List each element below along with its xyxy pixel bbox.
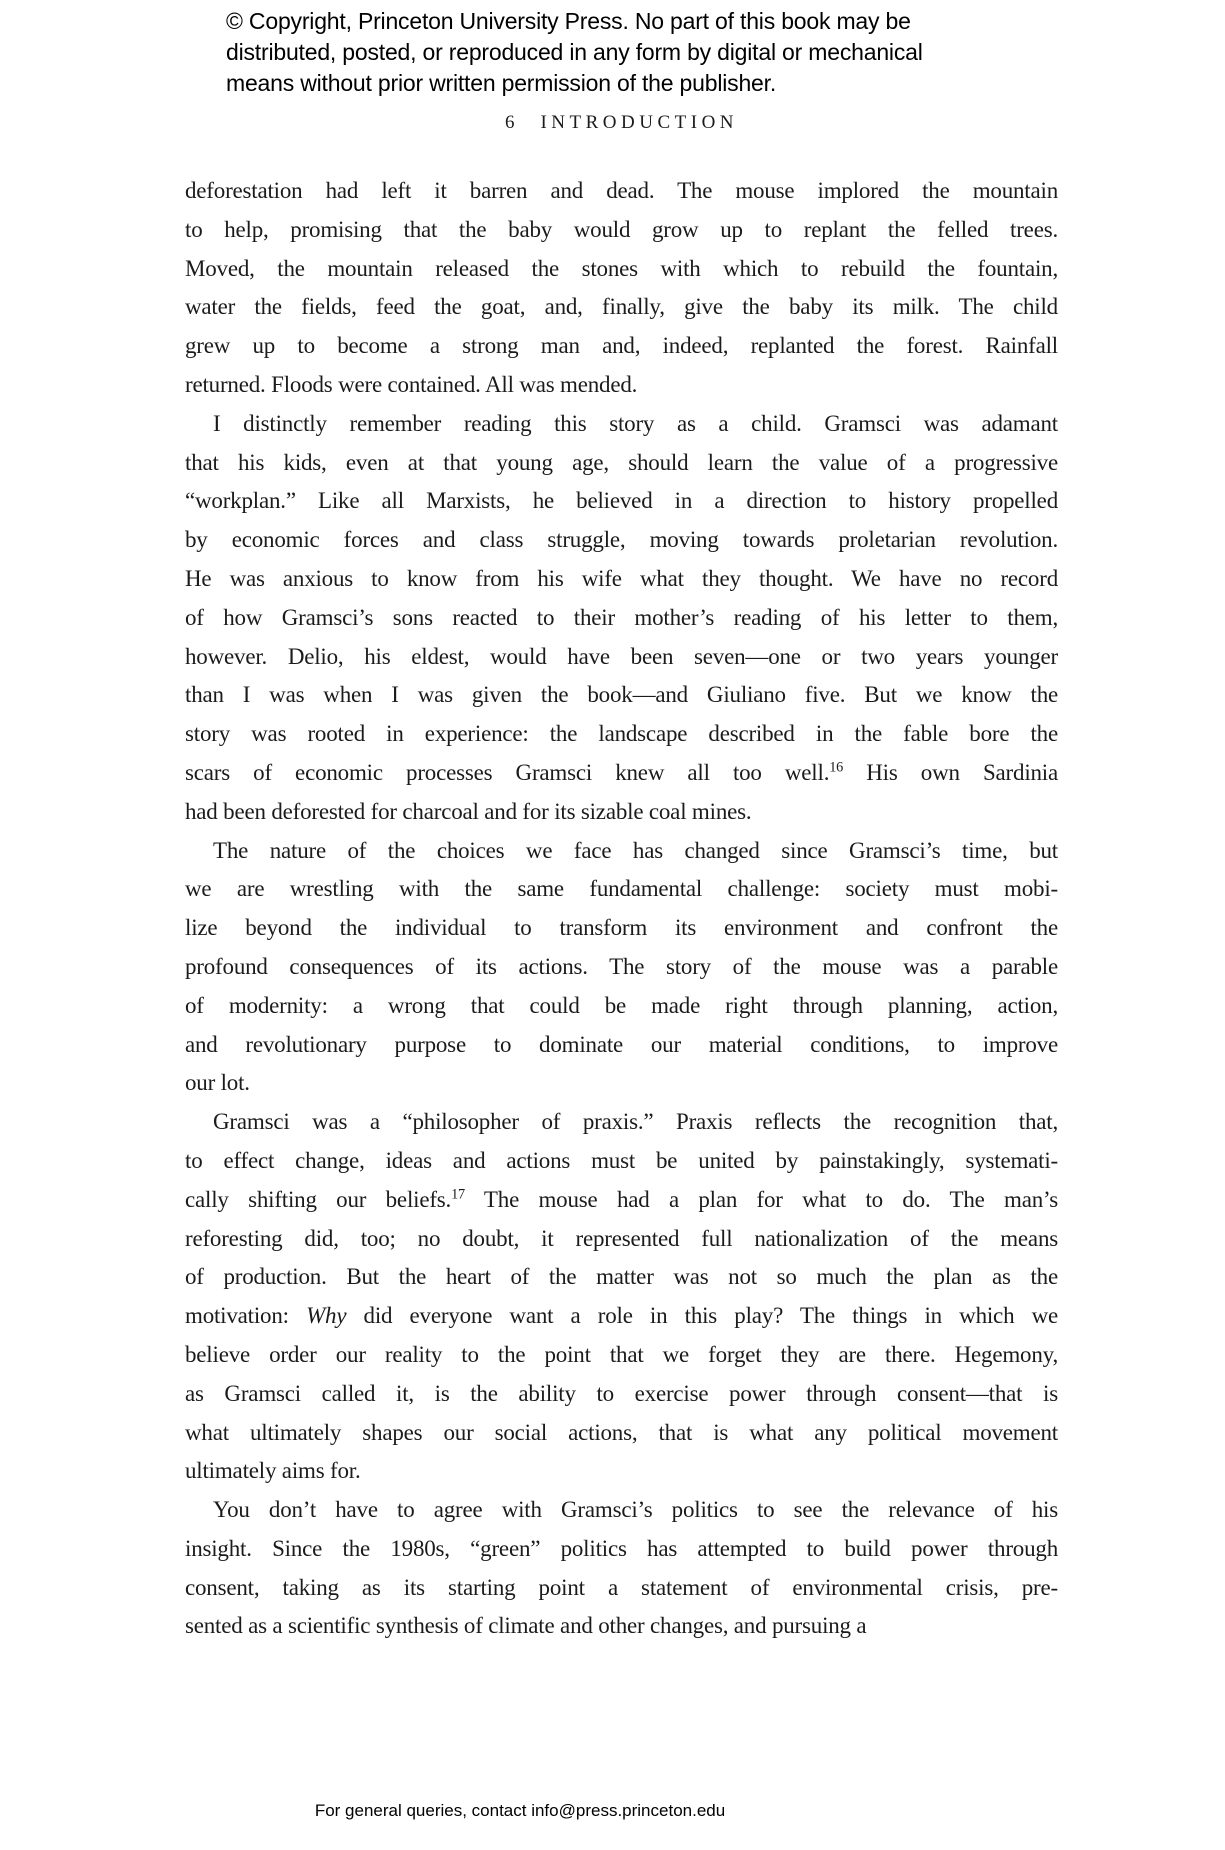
text-run: we are wrestling with the same fundamental challenge: society must mobi- (185, 876, 1058, 902)
text-line (185, 948, 1058, 987)
text-line (185, 676, 1058, 715)
text-run: motivation: (185, 1303, 307, 1329)
text-run: “workplan.” Like all Marxists, he believed in a direction to history propelled (185, 488, 1058, 514)
text-line (185, 560, 1058, 599)
text-run: Gramsci was a “philosopher of praxis.” Praxis reflects the recognition that, (213, 1109, 1058, 1135)
text-line (185, 1375, 1058, 1414)
text-line (185, 1258, 1058, 1297)
text-run: He was anxious to know from his wife what they thought. We have no record (185, 565, 1058, 591)
text-run: of modernity: a wrong that could be made right through planning, action, (185, 992, 1058, 1018)
text-run: lize beyond the individual to transform its environment and confront the (185, 915, 1058, 941)
text-run: consent, taking as its starting point a statement of environmental crisis, pre- (185, 1574, 1058, 1600)
text-line (185, 638, 1058, 677)
text-line (185, 327, 1058, 366)
text-line (185, 211, 1058, 250)
text-line (185, 1064, 1058, 1103)
text-run: and revolutionary purpose to dominate our material conditions, to improve (185, 1031, 1058, 1057)
text-run: our lot. (185, 1070, 250, 1096)
paragraph (185, 1103, 1058, 1491)
text-run: by economic forces and class struggle, moving towards proletarian revolution. (185, 527, 1058, 553)
footnote-reference: 17 (451, 1186, 465, 1203)
footnote-reference: 16 (829, 759, 844, 776)
text-run: grew up to become a strong man and, indeed, replanted the forest. Rainfall (185, 333, 1058, 359)
text-run: that his kids, even at that young age, should learn the value of a progressive (185, 449, 1058, 475)
text-line (185, 1452, 1058, 1491)
paragraph (185, 832, 1058, 1104)
copyright-line: means without prior written permission of the publisher. (226, 70, 777, 96)
text-run: ultimately aims for. (185, 1458, 361, 1484)
text-line (185, 1103, 1058, 1142)
text-run: returned. Floods were contained. All was mended. (185, 371, 638, 397)
text-run: scars of economic processes Gramsci knew all too well. (185, 759, 830, 785)
text-line (185, 832, 1058, 871)
text-line (185, 793, 1058, 832)
text-run: The nature of the choices we face has changed since Gramsci’s time, but (213, 837, 1058, 863)
text-run: as Gramsci called it, is the ability to exercise power through consent—that is (185, 1380, 1058, 1406)
text-run: Why (306, 1303, 347, 1329)
footer-contact: For general queries, contact info@press.princeton.edu (314, 1801, 726, 1820)
text-run: than I was when I was given the book—and Giuliano five. But we know the (185, 682, 1058, 708)
text-line (185, 1569, 1058, 1608)
text-line (185, 1142, 1058, 1181)
text-run: to effect change, ideas and actions must be united by painstakingly, systemati- (185, 1147, 1058, 1173)
copyright-line: distributed, posted, or reproduced in any form by digital or mechanical (226, 39, 923, 65)
text-line (185, 444, 1058, 483)
text-line (185, 172, 1058, 211)
text-run: cally shifting our beliefs. (185, 1186, 452, 1212)
text-line (185, 288, 1058, 327)
paragraph (185, 1491, 1058, 1646)
page-number: 6 (504, 112, 515, 133)
text-run: to help, promising that the baby would grow up to replant the felled trees. (185, 216, 1058, 242)
text-run: I distinctly remember reading this story as a child. Gramsci was adamant (213, 410, 1058, 436)
text-run: You don’t have to agree with Gramsci’s politics to see the relevance of his (213, 1497, 1058, 1523)
text-run: sented as a scientific synthesis of climate and other changes, and pursuing a (185, 1613, 867, 1639)
text-line (185, 1181, 1058, 1220)
text-line (185, 482, 1058, 521)
text-line (185, 909, 1058, 948)
text-run: of how Gramsci’s sons reacted to their mother’s reading of his letter to them, (185, 604, 1058, 630)
text-line (185, 1336, 1058, 1375)
text-line (185, 1491, 1058, 1530)
running-head (185, 112, 1058, 134)
text-line (185, 754, 1058, 793)
text-run: deforestation had left it barren and dead. The mouse implored the mountain (185, 178, 1058, 203)
text-line (185, 1220, 1058, 1259)
text-line (185, 599, 1058, 638)
copyright-notice (226, 6, 923, 99)
text-line (185, 250, 1058, 289)
text-line (185, 521, 1058, 560)
text-line (185, 715, 1058, 754)
text-line (185, 1607, 1058, 1646)
text-run: however. Delio, his eldest, would have been seven—one or two years younger (185, 643, 1058, 669)
text-line (185, 870, 1058, 909)
text-run: did everyone want a role in this play? The things in which we (346, 1303, 1058, 1329)
paragraph (185, 172, 1058, 405)
copyright-line: © Copyright, Princeton University Press. No part of this book may be (226, 8, 911, 34)
text-line (185, 987, 1058, 1026)
text-run: water the fields, feed the goat, and, finally, give the baby its milk. The child (185, 294, 1058, 320)
text-run: Moved, the mountain released the stones with which to rebuild the fountain, (185, 255, 1058, 281)
text-line (185, 1026, 1058, 1065)
text-run: what ultimately shapes our social actions, that is what any political movement (185, 1419, 1058, 1445)
text-line (185, 405, 1058, 444)
text-run: had been deforested for charcoal and for its sizable coal mines. (185, 798, 752, 824)
text-run: His own Sardinia (843, 759, 1059, 785)
text-run: insight. Since the 1980s, “green” politics has attempted to build power through (185, 1535, 1058, 1561)
body-text (185, 172, 1058, 1646)
text-line (185, 366, 1058, 405)
text-line (185, 1297, 1058, 1336)
section-title: INTRODUCTION (540, 112, 739, 133)
text-run: profound consequences of its actions. The story of the mouse was a parable (185, 953, 1058, 979)
text-run: believe order our reality to the point that we forget they are there. Hegemony, (185, 1341, 1058, 1367)
text-line (185, 1530, 1058, 1569)
text-run: reforesting did, too; no doubt, it represented full nationalization of the means (185, 1225, 1058, 1251)
paragraph (185, 405, 1058, 832)
text-run: of production. But the heart of the matter was not so much the plan as the (185, 1264, 1058, 1290)
text-line (185, 1414, 1058, 1453)
text-run: The mouse had a plan for what to do. The man’s (464, 1186, 1058, 1212)
text-run: story was rooted in experience: the landscape described in the fable bore the (185, 721, 1058, 747)
